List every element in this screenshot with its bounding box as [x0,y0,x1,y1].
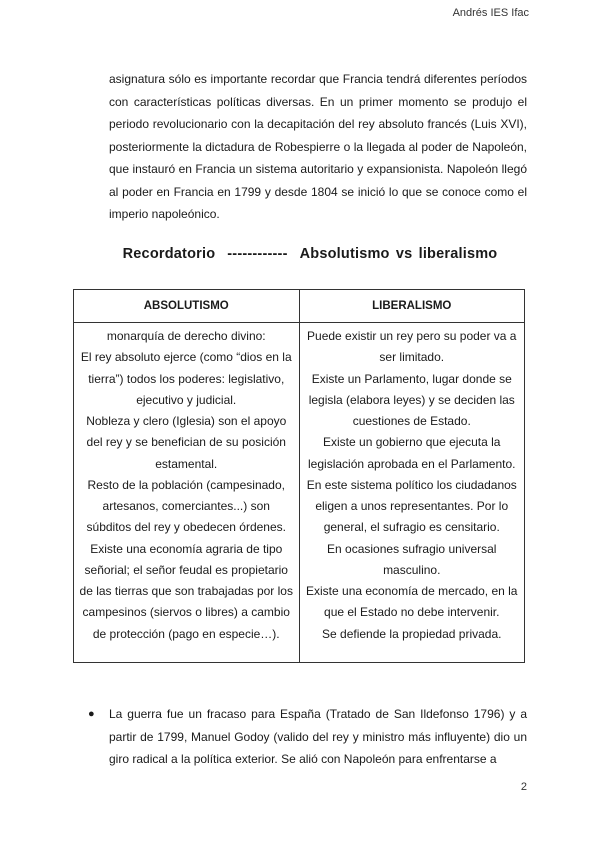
liberalismo-line: Existe un gobierno que ejecuta la [323,435,501,450]
liberalismo-line: Existe un Parlamento, lugar donde se [311,371,512,386]
absolutismo-line: El rey absoluto ejerce (como “dios en la [80,350,292,365]
page-header-author: Andrés IES Ifac [452,7,529,19]
absolutismo-line: súbditos del rey y obedecen órdenes. [86,520,286,535]
liberalismo-line: Puede existir un rey pero su poder va a [307,329,517,343]
liberalismo-line: general, el sufragio es censitario. [323,520,500,535]
absolutismo-line: señorial; el señor feudal es propietario [84,562,288,577]
absolutismo-line: de las tierras que son trabajadas por los [79,584,293,598]
absolutismo-line: Resto de la población (campesinado, [87,477,285,492]
liberalismo-line: En ocasiones sufragio universal [327,541,497,556]
liberalismo-line: eligen a unos representantes. Por lo [315,499,509,513]
absolutismo-line: campesinos (siervos o libres) a cambio [82,605,290,620]
absolutismo-line: Nobleza y clero (Iglesia) son el apoyo [86,414,287,428]
liberalismo-line: Se defiende la propiedad privada. [322,626,502,641]
absolutismo-line: artesanos, comerciantes...) son [102,499,270,513]
liberalismo-line: que el Estado no debe intervenir. [324,605,500,620]
liberalismo-line: masculino. [383,562,441,577]
header-absolutismo: ABSOLUTISMO [74,290,300,323]
section-title [0,246,600,262]
absolutismo-line: de protección (pago en especie…). [92,626,280,641]
absolutismo-line: del rey y se benefician de su posición [86,435,286,450]
absolutismo-cell [74,323,300,663]
liberalismo-line: ser limitado. [379,350,445,365]
liberalismo-cell [299,323,525,663]
absolutismo-line: Existe una economía agraria de tipo [90,541,283,556]
liberalismo-line: legisla (elabora leyes) y se deciden las [308,392,515,407]
table-header-row [74,290,525,323]
bullet-icon: ● [88,708,95,720]
absolutismo-line: estamental. [155,456,218,471]
page-number: 2 [520,781,527,793]
section-title-left: Recordatorio [122,246,216,262]
absolutismo-line: monarquía de derecho divino: [106,329,266,343]
bullet-text: La guerra fue un fracaso para España (Tratado de San Ildefonso 1796) y a partir de 1799, Manuel Godoy (valido del rey y ministro más influyente) dio un giro radical a la política exterior. Se alió con Napoleón para enfrentarse a [109,707,527,766]
section-title-right: Absolutismo vs liberalismo [299,246,498,262]
liberalismo-line: En este sistema político los ciudadanos [306,477,517,492]
header-liberalismo: LIBERALISMO [299,290,525,323]
comparison-table [73,289,525,663]
table-row [74,323,525,663]
liberalismo-line: Existe una economía de mercado, en la [306,584,518,598]
absolutismo-line: tierra”) todos los poderes: legislativo, [88,371,285,386]
liberalismo-line: cuestiones de Estado. [352,414,471,428]
intro-paragraph: asignatura sólo es importante recordar que Francia tendrá diferentes períodos con características políticas diversas. En un primer momento se produjo el periodo revolucionario con la decapitación del rey absoluto francés (Luis XVI), posteriormente la dictadura de Robespierre o la llegada al poder de Napoleón, que instauró en Francia un sistema autoritario y expansionista. Napoleón llegó al poder en Francia en 1799 y desde 1804 se inició lo que se conoce como el imperio napoleónico. [109,72,527,221]
liberalismo-line: legislación aprobada en el Parlamento. [308,456,516,471]
section-title-dashes: ------------ [227,246,288,262]
absolutismo-line: ejecutivo y judicial. [136,392,237,407]
